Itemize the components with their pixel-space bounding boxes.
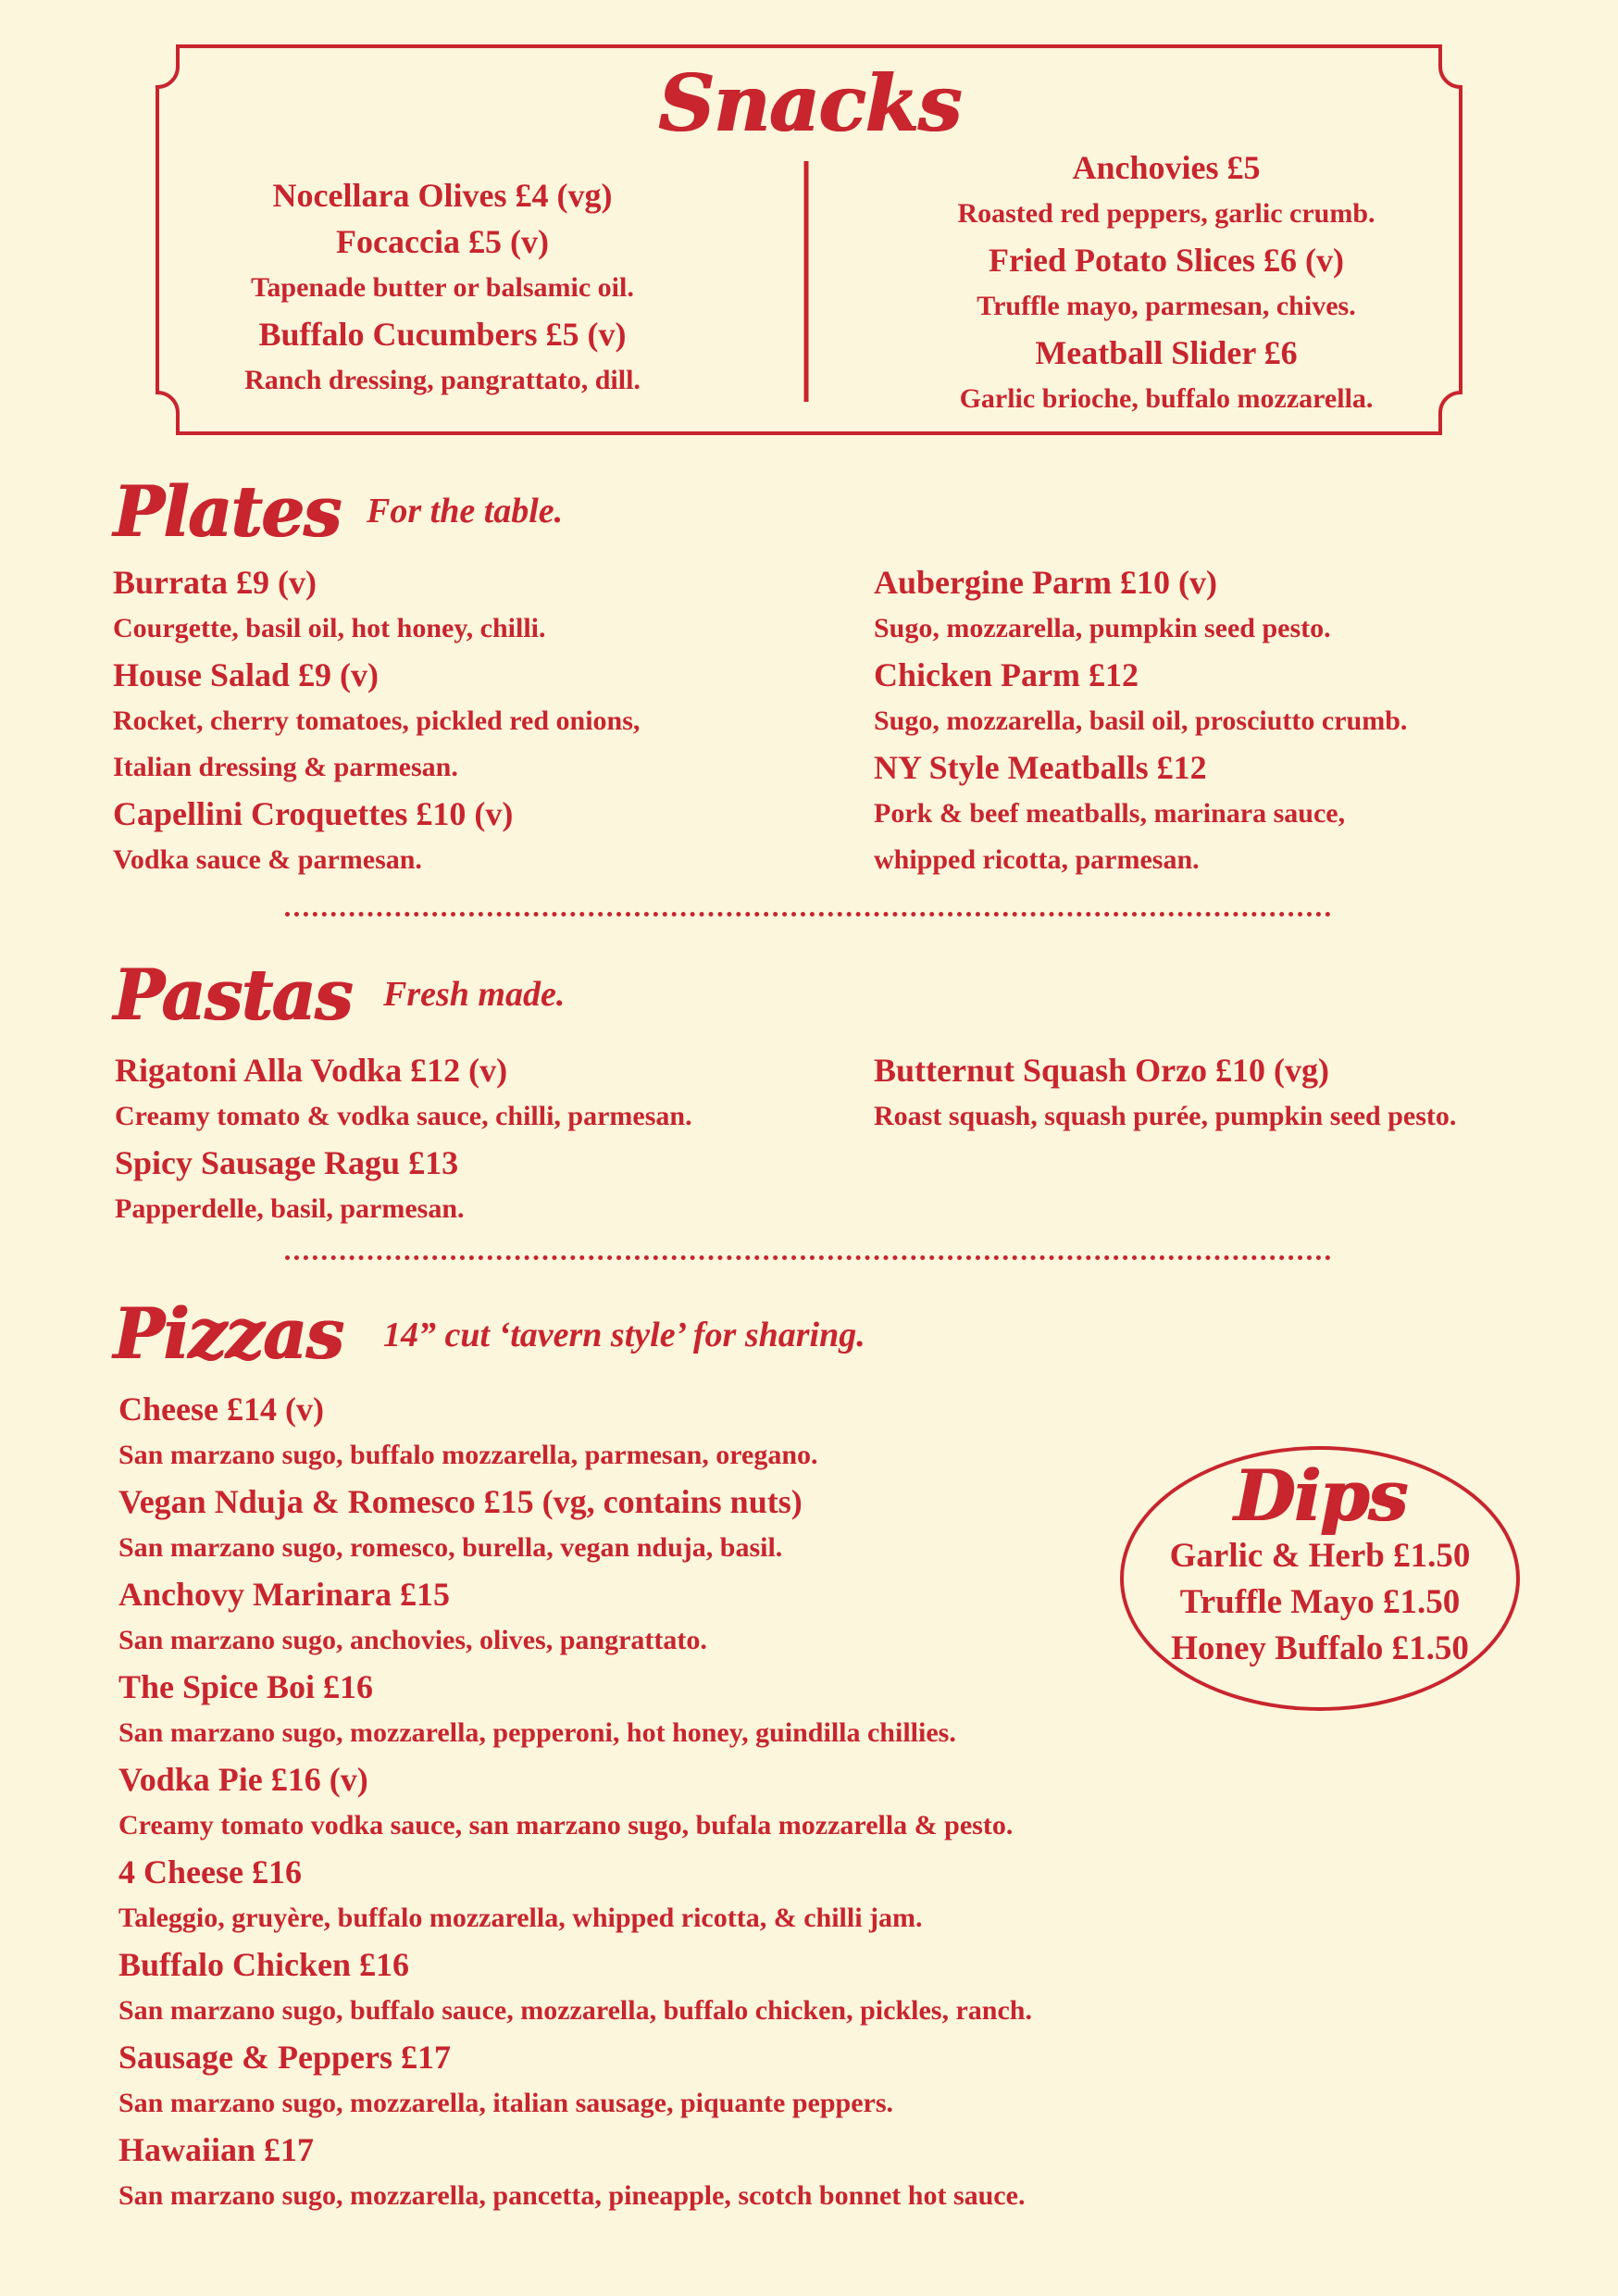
- menu-item-desc: Sugo, mozzarella, pumpkin seed pesto.: [874, 613, 1331, 643]
- plates-right-column: [874, 559, 1407, 883]
- pizzas-list: [118, 1386, 1032, 2219]
- menu-item-name: Buffalo Chicken £16: [118, 1946, 410, 1983]
- menu-item-name: Cheese £14 (v): [118, 1391, 324, 1428]
- snacks-left-column: [156, 172, 729, 404]
- menu-item-desc: Sugo, mozzarella, basil oil, prosciutto crumb.: [874, 705, 1408, 736]
- menu-item-desc: Creamy tomato vodka sauce, san marzano sugo, bufala mozzarella & pesto.: [118, 1810, 1014, 1841]
- menu-item-name: Fried Potato Slices £6 (v): [989, 242, 1344, 279]
- dip-item: Honey Buffalo £1.50: [1171, 1629, 1469, 1667]
- menu-item-name: Hawaiian £17: [118, 2131, 315, 2168]
- menu-item-name: Vodka Pie £16 (v): [118, 1761, 368, 1798]
- menu-item-desc: Taleggio, gruyère, buffalo mozzarella, whipped ricotta, & chilli jam.: [118, 1903, 923, 1933]
- menu-item-desc: San marzano sugo, mozzarella, italian sausage, piquante peppers.: [118, 2088, 893, 2118]
- menu-item-desc: Roast squash, squash purée, pumpkin seed pesto.: [874, 1101, 1457, 1131]
- dips-title: Dips: [1233, 1454, 1407, 1537]
- menu-item-desc: San marzano sugo, romesco, burella, vegan nduja, basil.: [118, 1532, 783, 1563]
- menu-item-desc: Vodka sauce & parmesan.: [113, 844, 422, 875]
- menu-item-name: Spicy Sausage Ragu £13: [115, 1144, 459, 1181]
- menu-item-name: 4 Cheese £16: [118, 1853, 302, 1890]
- dip-item: Garlic & Herb £1.50: [1169, 1537, 1471, 1575]
- menu-item-desc: Pork & beef meatballs, marinara sauce,: [874, 798, 1346, 829]
- menu-item-name: Buffalo Cucumbers £5 (v): [258, 316, 627, 353]
- pizzas-tagline: 14” cut ‘tavern style’ for sharing.: [383, 1316, 865, 1354]
- menu-item-name: Burrata £9 (v): [113, 564, 317, 601]
- plates-title: Plates: [113, 470, 341, 553]
- menu-item-desc: San marzano sugo, anchovies, olives, pangrattato.: [118, 1625, 707, 1655]
- menu-item-name: NY Style Meatballs £12: [874, 749, 1207, 786]
- menu-item-name: Sausage & Peppers £17: [118, 2039, 451, 2076]
- pastas-tagline: Fresh made.: [383, 975, 566, 1014]
- snacks-right-column: [870, 144, 1462, 422]
- menu-item-name: The Spice Boi £16: [118, 1668, 374, 1705]
- pizzas-title: Pizzas: [113, 1292, 343, 1375]
- menu-item-desc: San marzano sugo, mozzarella, pepperoni, hot honey, guindilla chillies.: [118, 1717, 956, 1748]
- section-divider: [285, 912, 1331, 917]
- menu-item-name: Aubergine Parm £10 (v): [874, 564, 1217, 601]
- menu-item-name: Focaccia £5 (v): [336, 223, 549, 260]
- plates-left-column: [113, 559, 640, 883]
- menu-item-desc: San marzano sugo, buffalo sauce, mozzarella, buffalo chicken, pickles, ranch.: [118, 1995, 1032, 2026]
- menu-item-name: Vegan Nduja & Romesco £15 (vg, contains nuts): [118, 1483, 803, 1520]
- menu-item-name: House Salad £9 (v): [113, 656, 380, 693]
- menu-item-name: Meatball Slider £6: [1035, 334, 1298, 371]
- menu-item-name: Chicken Parm £12: [874, 656, 1139, 693]
- menu-item-desc: whipped ricotta, parmesan.: [874, 844, 1200, 875]
- menu-item-name: Capellini Croquettes £10 (v): [113, 795, 514, 832]
- menu-item-name: Nocellara Olives £4 (vg): [272, 177, 613, 214]
- dips-oval: [1120, 1446, 1520, 1711]
- menu-item-name: Anchovy Marinara £15: [118, 1576, 450, 1613]
- section-divider: [285, 1255, 1331, 1260]
- menu-item-desc: Garlic brioche, buffalo mozzarella.: [959, 383, 1374, 414]
- menu-item-desc: Truffle mayo, parmesan, chives.: [977, 291, 1356, 321]
- menu-item-name: Anchovies £5: [1072, 149, 1261, 186]
- plates-tagline: For the table.: [367, 492, 564, 530]
- pastas-left-column: [115, 1047, 692, 1232]
- menu-item-desc: Ranch dressing, pangrattato, dill.: [244, 365, 641, 395]
- menu-item-name: Rigatoni Alla Vodka £12 (v): [115, 1052, 508, 1089]
- menu-item-desc: Roasted red peppers, garlic crumb.: [957, 198, 1375, 229]
- dip-item: Truffle Mayo £1.50: [1179, 1583, 1461, 1621]
- menu-item-desc: Creamy tomato & vodka sauce, chilli, parmesan.: [115, 1101, 692, 1131]
- menu-item-desc: Rocket, cherry tomatoes, pickled red onions,: [113, 705, 641, 736]
- menu-item-name: Butternut Squash Orzo £10 (vg): [874, 1052, 1330, 1089]
- pastas-right-column: [874, 1047, 1456, 1140]
- menu-item-desc: San marzano sugo, mozzarella, pancetta, pineapple, scotch bonnet hot sauce.: [118, 2180, 1026, 2211]
- pastas-title: Pastas: [113, 954, 352, 1036]
- menu-item-desc: Tapenade butter or balsamic oil.: [251, 272, 634, 303]
- menu-item-desc: Papperdelle, basil, parmesan.: [115, 1193, 465, 1224]
- menu-item-desc: San marzano sugo, buffalo mozzarella, parmesan, oregano.: [118, 1440, 818, 1470]
- snacks-title: Snacks: [657, 57, 961, 149]
- menu-item-desc: Courgette, basil oil, hot honey, chilli.: [113, 613, 546, 643]
- menu-item-desc: Italian dressing & parmesan.: [113, 752, 458, 782]
